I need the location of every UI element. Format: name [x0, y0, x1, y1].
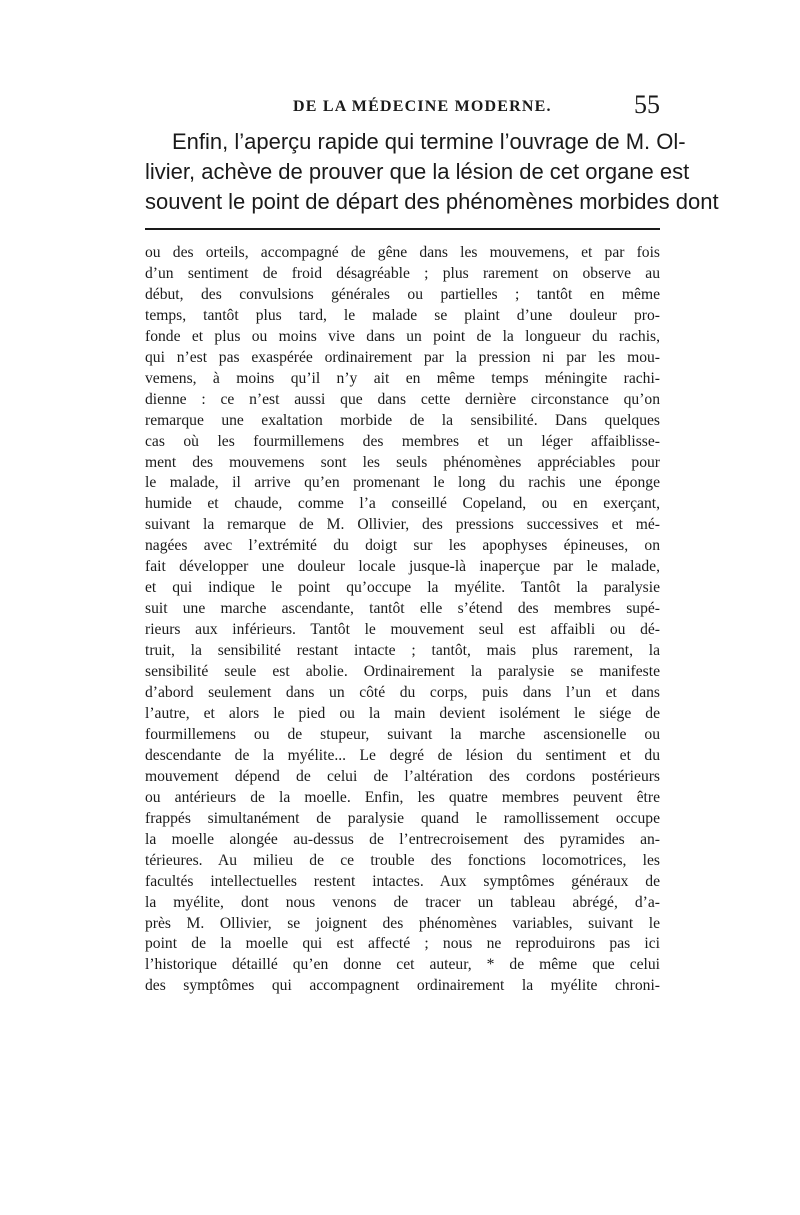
main-text-line: livier, achève de prouver que la lésion de cet organe est: [145, 159, 690, 184]
footnote-line: truit, la sensibilité restant intacte ; tantôt, mais plus rarement, la: [145, 642, 660, 660]
footnote-line: qui n’est pas exaspérée ordinairement par la pression ni par les mou-: [145, 348, 660, 366]
main-text-line: souvent le point de départ des phénomènes morbides dont: [145, 189, 719, 214]
footnote-line: l’historique détaillé qu’en donne cet auteur, * de même que celui: [145, 956, 660, 974]
footnote-line: fourmillemens ou de stupeur, suivant la marche ascensionelle ou: [145, 725, 660, 743]
footnote-line: sensibilité seule est abolie. Ordinairement la paralysie se manifeste: [145, 663, 660, 681]
footnote-line: dienne : ce n’est aussi que dans cette dernière circonstance qu’on: [145, 390, 660, 408]
page-number: 55: [634, 90, 660, 119]
footnote-line: l’autre, et alors le pied ou la main devient isolément le siége de: [145, 704, 660, 722]
footnote-line: d’abord seulement dans un côté du corps, puis dans l’un et dans: [145, 684, 660, 702]
footnote-line: ment des mouvemens sont les seuls phénomènes appréciables pour: [145, 453, 660, 471]
footnote-line: et qui indique le point qu’occupe la myélite. Tantôt la paralysie: [145, 579, 660, 597]
footnote-line: le malade, il arrive qu’en promenant le long du rachis une éponge: [145, 474, 660, 492]
footnote-line: térieures. Au milieu de ce trouble des fonctions locomotrices, les: [145, 851, 660, 869]
running-title: DE LA MÉDECINE MODERNE.: [293, 98, 552, 115]
footnote-line: nagées avec l’extrémité du doigt sur les apophyses épineuses, on: [145, 537, 660, 555]
main-text: [145, 127, 719, 217]
footnote-line: humide et chaude, comme l’a conseillé Copeland, ou en exerçant,: [145, 495, 660, 513]
footnote-line: fonde et plus ou moins vive dans un point de la longueur du rachis,: [145, 327, 660, 345]
footnote-line: descendante de la myélite... Le degré de lésion du sentiment et du: [145, 746, 660, 764]
footnote-line: suivant la remarque de M. Ollivier, des pressions successives et mé-: [145, 516, 660, 534]
footnote-line: mouvement dépend de celui de l’altération des cordons postérieurs: [145, 767, 660, 785]
footnote-line: frappés simultanément de paralysie quand le ramollissement occupe: [145, 809, 660, 827]
footnote-line: début, des convulsions générales ou partielles ; tantôt en même: [145, 285, 660, 303]
footnote-line: ou antérieurs de la moelle. Enfin, les quatre membres peuvent être: [145, 788, 660, 806]
footnote-line: des symptômes qui accompagnent ordinairement la myélite chroni-: [145, 977, 660, 995]
footnote: [145, 243, 660, 997]
footnote-separator-rule: [145, 228, 660, 230]
footnote-line: suit une marche ascendante, tantôt elle s’étend des membres supé-: [145, 600, 660, 618]
footnote-line: cas où les fourmillemens des membres et un léger affaiblisse-: [145, 432, 660, 450]
footnote-line: remarque une exaltation morbide de la sensibilité. Dans quelques: [145, 411, 660, 429]
footnote-line: ou des orteils, accompagné de gêne dans les mouvemens, et par fois: [145, 244, 660, 261]
footnote-line: la myélite, dont nous venons de tracer un tableau abrégé, d’a-: [145, 893, 660, 911]
running-head: [145, 92, 660, 124]
footnote-line: près M. Ollivier, se joignent des phénomènes variables, suivant le: [145, 914, 660, 932]
footnote-line: d’un sentiment de froid désagréable ; plus rarement on observe au: [145, 264, 660, 282]
main-text-line: Enfin, l’aperçu rapide qui termine l’ouvrage de M. Ol-: [172, 129, 686, 154]
footnote-line: facultés intellectuelles restent intactes. Aux symptômes généraux de: [145, 872, 660, 890]
footnote-line: la moelle alongée au-dessus de l’entrecroisement des pyramides an-: [145, 830, 660, 848]
footnote-line: fait développer une douleur locale jusque-là inaperçue par le malade,: [145, 558, 660, 576]
footnote-line: rieurs aux inférieurs. Tantôt le mouvement seul est affaibli ou dé-: [145, 621, 660, 639]
footnote-line: temps, tantôt plus tard, le malade se plaint d’une douleur pro-: [145, 306, 660, 324]
footnote-line: vemens, à moins qu’il n’y ait en même temps méningite rachi-: [145, 369, 660, 387]
footnote-line: point de la moelle qui est affecté ; nous ne reproduirons pas ici: [145, 935, 660, 953]
